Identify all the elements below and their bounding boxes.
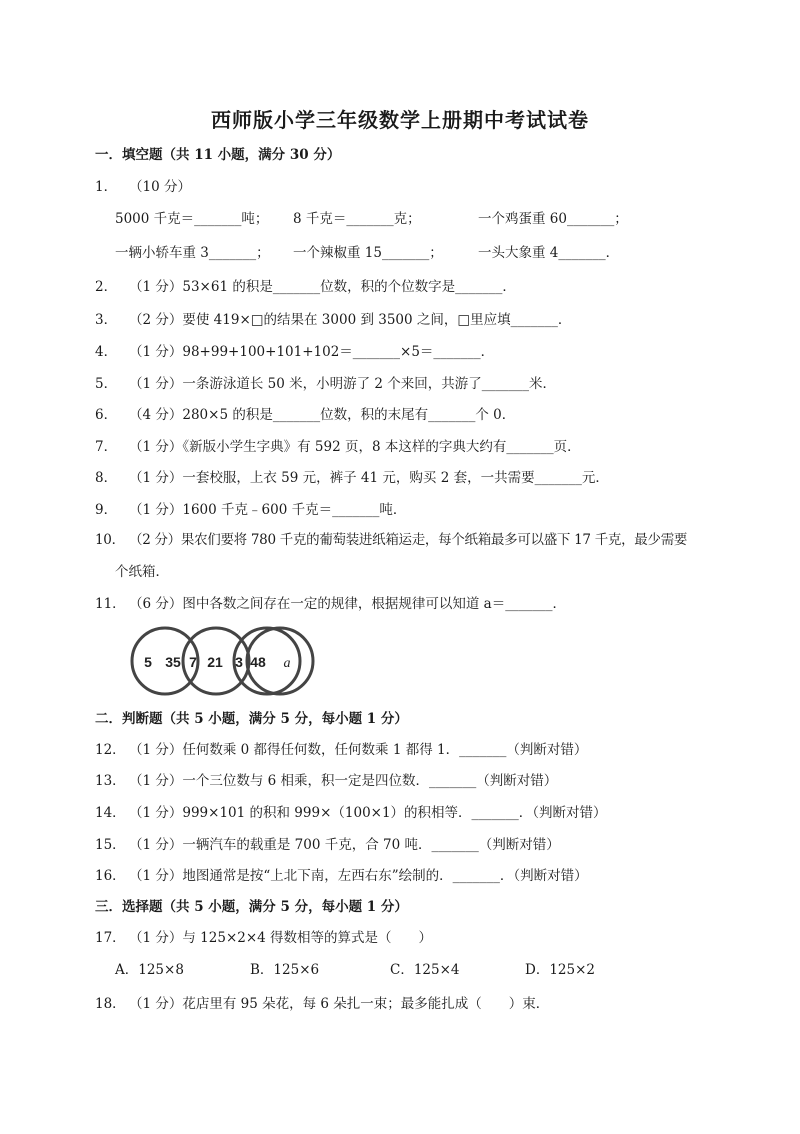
- page-title: 西师版小学三年级数学上册期中考试试卷: [211, 108, 589, 132]
- question-18: [95, 995, 720, 1013]
- option-b: B．125×6: [250, 962, 320, 978]
- question-17: [95, 929, 720, 947]
- question-8: [95, 469, 720, 487]
- question-text: （2 分）果农们要将 780 千克的葡萄装进纸箱运走，每个纸箱最多可以盛下 17 千克，最少需要: [129, 532, 688, 548]
- question-7: [95, 438, 720, 456]
- section-heading-fill-blank: 一．填空题（共 11 小题，满分 30 分）: [95, 147, 341, 163]
- section-heading-multiple-choice: 三．选择题（共 5 小题，满分 5 分，每小题 1 分）: [95, 899, 408, 915]
- question-number: 17．: [95, 930, 126, 946]
- question-text: （1 分）花店里有 95 朵花，每 6 朵扎一束；最多能扎成（ ）束．: [129, 996, 550, 1012]
- q1-item: 一头大象重 4_______．: [478, 245, 620, 261]
- question-number: 18．: [95, 996, 126, 1012]
- q1-item: 5000 千克＝_______吨；: [115, 211, 269, 227]
- question-number: 14．: [95, 805, 126, 821]
- question-3: [95, 311, 720, 329]
- question-number: 15．: [95, 837, 126, 853]
- question-score: （10 分）: [129, 179, 191, 195]
- question-text: （1 分）一条游泳道长 50 米，小明游了 2 个来回，共游了_______米．: [129, 376, 557, 392]
- question-number: 8．: [95, 470, 118, 486]
- question-number: 3．: [95, 312, 118, 328]
- option-d: D．125×2: [525, 962, 595, 978]
- option-c: C．125×4: [390, 962, 460, 978]
- question-number: 10．: [95, 532, 125, 548]
- q1-item: 一辆小轿车重 3_______；: [115, 245, 270, 261]
- question-text: （2 分）要使 419×□的结果在 3000 到 3500 之间，□里应填_______．: [129, 312, 572, 328]
- question-2: [95, 278, 720, 296]
- option-a: A．125×8: [115, 962, 184, 978]
- figure-number: 48: [250, 654, 266, 670]
- question-4: [95, 343, 720, 361]
- figure-variable: a: [283, 656, 291, 671]
- question-text: （4 分）280×5 的积是_______位数，积的末尾有_______个 0．: [129, 407, 516, 423]
- question-text: （6 分）图中各数之间存在一定的规律，根据规律可以知道 a＝_______．: [129, 596, 566, 612]
- question-number: 13．: [95, 773, 126, 789]
- question-6: [95, 406, 720, 424]
- question-15: [95, 836, 720, 854]
- section-heading-true-false: 二．判断题（共 5 小题，满分 5 分，每小题 1 分）: [95, 711, 408, 727]
- question-9: [95, 501, 720, 519]
- figure-number: 5: [144, 654, 152, 670]
- question-number: 4．: [95, 344, 118, 360]
- question-text: （1 分）一辆汽车的载重是 700 千克，合 70 吨．_______（判断对错）: [129, 837, 560, 853]
- question-number: 12．: [95, 742, 126, 758]
- question-13: [95, 772, 720, 790]
- q1-item: 一个鸡蛋重 60_______；: [478, 211, 628, 227]
- question-text: （1 分）53×61 的积是_______位数，积的个位数字是_______．: [129, 279, 516, 295]
- question-number: 1．: [95, 179, 118, 195]
- question-text: （1 分）一套校服，上衣 59 元，裤子 41 元，购买 2 套，一共需要_______元．: [129, 470, 609, 486]
- question-text: （1 分）地图通常是按“上北下南，左西右东”绘制的．_______．（判断对错）: [129, 868, 588, 884]
- question-text: （1 分）999×101 的积和 999×（100×1）的积相等．_______．（判断对错）: [129, 805, 607, 821]
- question-10: [95, 531, 720, 549]
- question-text: （1 分）1600 千克﹣600 千克＝_______吨．: [129, 502, 407, 518]
- question-1: [95, 178, 720, 196]
- question-10-continuation: 个纸箱．: [115, 564, 169, 580]
- question-16: [95, 867, 720, 885]
- question-number: 11．: [95, 596, 126, 612]
- question-text: （1 分）与 125×2×4 得数相等的算式是（ ）: [129, 930, 433, 946]
- question-number: 6．: [95, 407, 118, 423]
- figure-number: 35: [165, 654, 181, 670]
- question-number: 7．: [95, 439, 118, 455]
- question-11: [95, 595, 720, 613]
- question-number: 5．: [95, 376, 118, 392]
- q1-item: 8 千克＝_______克；: [293, 211, 421, 227]
- question-number: 9．: [95, 502, 118, 518]
- q1-item: 一个辣椒重 15_______；: [293, 245, 443, 261]
- question-text: （1 分）任何数乘 0 都得任何数，任何数乘 1 都得 1．_______（判断对错）: [129, 742, 588, 758]
- question-text: （1 分）98+99+100+101+102＝_______×5＝_______．: [129, 344, 495, 360]
- question-5: [95, 375, 720, 393]
- question-text: （1 分）一个三位数与 6 相乘，积一定是四位数．_______（判断对错）: [129, 773, 558, 789]
- question-number: 16．: [95, 868, 126, 884]
- figure-number: 7: [189, 654, 197, 670]
- question-12: [95, 741, 720, 759]
- circle-pattern-figure: [115, 625, 320, 697]
- figure-number: 3: [235, 654, 243, 670]
- question-text: （1 分）《新版小学生字典》有 592 页，8 本这样的字典大约有_______页．: [129, 439, 581, 455]
- question-14: [95, 804, 720, 822]
- figure-number: 21: [207, 654, 223, 670]
- question-number: 2．: [95, 279, 118, 295]
